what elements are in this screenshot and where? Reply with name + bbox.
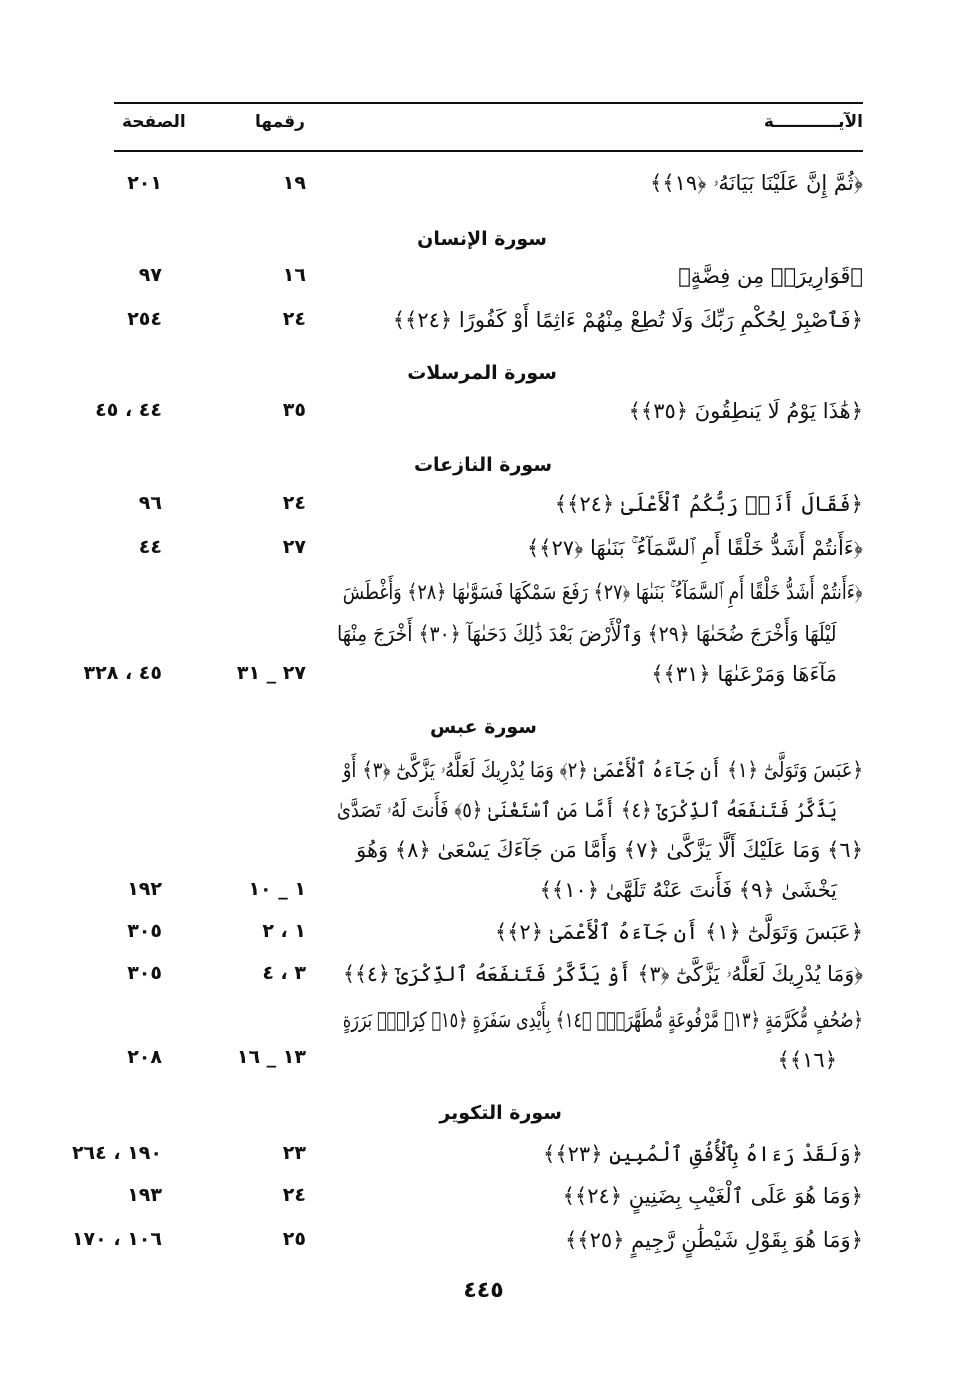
header-top-rule	[114, 102, 863, 104]
verse-number: ٣ ، ٤	[262, 962, 306, 984]
page-reference: ٤٤ ، ٤٥	[95, 399, 162, 421]
verse-line: لَيْلَهَا وَأَخْرَجَ ضُحَىٰهَا ﴿٢٩﴾ وَٱلْأَرْضَ بَعْدَ ذَٰلِكَ دَحَىٰهَآ ﴿٣٠﴾ أَخْرَجَ مِنْهَا	[337, 622, 837, 646]
verse-line: ﴿فَٱصْبِرْ لِحُكْمِ رَبِّكَ وَلَا تُطِعْ مِنْهُمْ ءَاثِمًا أَوْ كَفُورًا ﴿٢٤﴾﴾	[392, 308, 863, 332]
verse-number: ٢٥	[282, 1228, 306, 1250]
verse-number: ٢٤	[282, 1184, 306, 1206]
page-reference: ٤٤	[138, 536, 162, 558]
verse-number: ١٣ _ ١٦	[236, 1046, 306, 1068]
verse-line: ﴿ءَأَنتُمْ أَشَدُّ خَلْقًا أَمِ ٱلسَّمَآءُ ۚ بَنَىٰهَا ﴿٢٧﴾﴾	[526, 536, 863, 560]
page-reference: ٤٥ ، ٣٢٨	[83, 662, 162, 684]
verse-line: ﴿وَمَا يُدْرِيكَ لَعَلَّهُۥ يَزَّكَّىٰٓ ﴿٣﴾ أَوْ يَذَّكَّرُ فَتَنفَعَهُ ٱلذِّكْرَىٰٓ ﴿٤﴾﴾	[342, 962, 863, 986]
verse-number: ١٦	[282, 264, 306, 286]
header-bottom-rule	[114, 150, 863, 152]
surah-title: سورة التكوير	[439, 1102, 562, 1124]
verse-line: ﴿ءَأَنتُمْ أَشَدُّ خَلْقًا أَمِ ٱلسَّمَآءُ ۚ بَنَىٰهَا ﴿٢٧﴾ رَفَعَ سَمْكَهَا فَسَوَّىٰهَا ﴿٢٨﴾ وَأَغْطَشَ	[343, 580, 863, 604]
verse-number: ١ _ ١٠	[248, 878, 306, 900]
verse-line: ﴿٦﴾ وَمَا عَلَيْكَ أَلَّا يَزَّكَّىٰ ﴿٧﴾ وَأَمَّا مَن جَآءَكَ يَسْعَىٰ ﴿٨﴾ وَهُوَ	[356, 838, 863, 862]
verse-line: ﴿وَمَا هُوَ عَلَى ٱلْغَيْبِ بِضَنِينٍ ﴿٢٤﴾﴾	[562, 1184, 863, 1208]
page-reference: ٩٦	[138, 492, 162, 514]
verse-line: ﴿وَلَقَدْ رَءَاهُ بِٱلْأُفُقِ ٱلْمُبِينِ ﴿٢٣﴾﴾	[543, 1142, 863, 1166]
page-reference: ٢٠٨	[127, 1046, 162, 1068]
verse-number: ٢٧ _ ٣١	[236, 662, 306, 684]
verse-line: ﴿وَمَا هُوَ بِقَوْلِ شَيْطَٰنٍ رَّجِيمٍ ﴿٢٥﴾﴾	[564, 1228, 863, 1252]
page-reference: ١٩٠ ، ٢٦٤	[71, 1142, 162, 1164]
page-reference: ٢٥٤	[127, 308, 162, 330]
verse-line: ﴿عَبَسَ وَتَوَلَّىٰٓ ﴿١﴾ أَن جَآءَهُ ٱلْأَعْمَىٰ ﴿٢﴾ وَمَا يُدْرِيكَ لَعَلَّهُۥ يَزَّكَّىٰٓ ﴿٣﴾ أَوْ	[342, 758, 863, 782]
surah-title: سورة النازعات	[413, 454, 552, 476]
verse-number: ٢٤	[282, 308, 306, 330]
page-reference: ٩٧	[138, 264, 162, 286]
verse-number: ٢٣	[282, 1142, 306, 1164]
surah-title: سورة المرسلات	[407, 362, 557, 384]
verse-number: ٢٤	[282, 492, 306, 514]
verse-line: ﴿ثُمَّ إِنَّ عَلَيْنَا بَيَانَهُۥ ﴿١٩﴾﴾	[649, 171, 863, 195]
verse-line: مَآءَهَا وَمَرْعَىٰهَا ﴿٣١﴾﴾	[651, 662, 837, 686]
page-reference: ١٩٢	[127, 878, 162, 900]
page-reference: ٣٠٥	[127, 962, 162, 984]
verse-number: ١ ، ٢	[262, 920, 306, 942]
verse-line: ﴿صُحُفٍ مُّكَرَّمَةٍ ﴿١٣﴾ مَّرْفُوعَةٍ مُّطَهَّرَةٍۭ ﴿١٤﴾ بِأَيْدِى سَفَرَةٍ ﴿١٥﴾ كِرَامٍۭ بَرَرَةٍ	[343, 1008, 863, 1032]
verse-number: ٣٥	[282, 399, 306, 421]
surah-title: سورة عبس	[430, 716, 537, 738]
verse-number: ٢٧	[282, 536, 306, 558]
page-number: ٤٤٥	[463, 1278, 504, 1303]
header-verse-label: الآيـــــــــــة	[763, 112, 863, 132]
verse-line: يَذَّكَّرُ فَتَنفَعَهُ ٱلذِّكْرَىٰٓ ﴿٤﴾ أَمَّا مَنِ ٱسْتَغْنَىٰ ﴿٥﴾ فَأَنتَ لَهُۥ تَصَدَّىٰ	[336, 798, 837, 822]
verse-line: ﴿هَٰذَا يَوْمُ لَا يَنطِقُونَ ﴿٣٥﴾﴾	[628, 399, 863, 423]
verse-number: ١٩	[282, 172, 306, 194]
page-reference: ١٠٦ ، ١٧٠	[71, 1228, 162, 1250]
verse-line: ﴿قَوَارِيرَا۟ مِن فِضَّةٍ﴾	[678, 264, 863, 288]
page-reference: ١٩٣	[127, 1184, 162, 1206]
verse-line: ﴿عَبَسَ وَتَوَلَّىٰٓ ﴿١﴾ أَن جَآءَهُ ٱلْأَعْمَىٰ ﴿٢﴾﴾	[494, 920, 863, 944]
header-page-label: الصفحة	[122, 112, 186, 132]
header-number-label: رقمها	[255, 112, 305, 132]
verse-line: يَخْشَىٰ ﴿٩﴾ فَأَنتَ عَنْهُ تَلَهَّىٰ ﴿١٠﴾﴾	[539, 878, 837, 902]
page-reference: ٢٠١	[127, 172, 162, 194]
surah-title: سورة الإنسان	[417, 228, 547, 250]
verse-line: ﴿فَقَالَ أَنَا۠ رَبُّكُمُ ٱلْأَعْلَىٰ ﴿٢٤﴾﴾	[554, 492, 863, 516]
page-reference: ٣٠٥	[127, 920, 162, 942]
verse-line: ﴿١٦﴾﴾	[777, 1048, 837, 1072]
